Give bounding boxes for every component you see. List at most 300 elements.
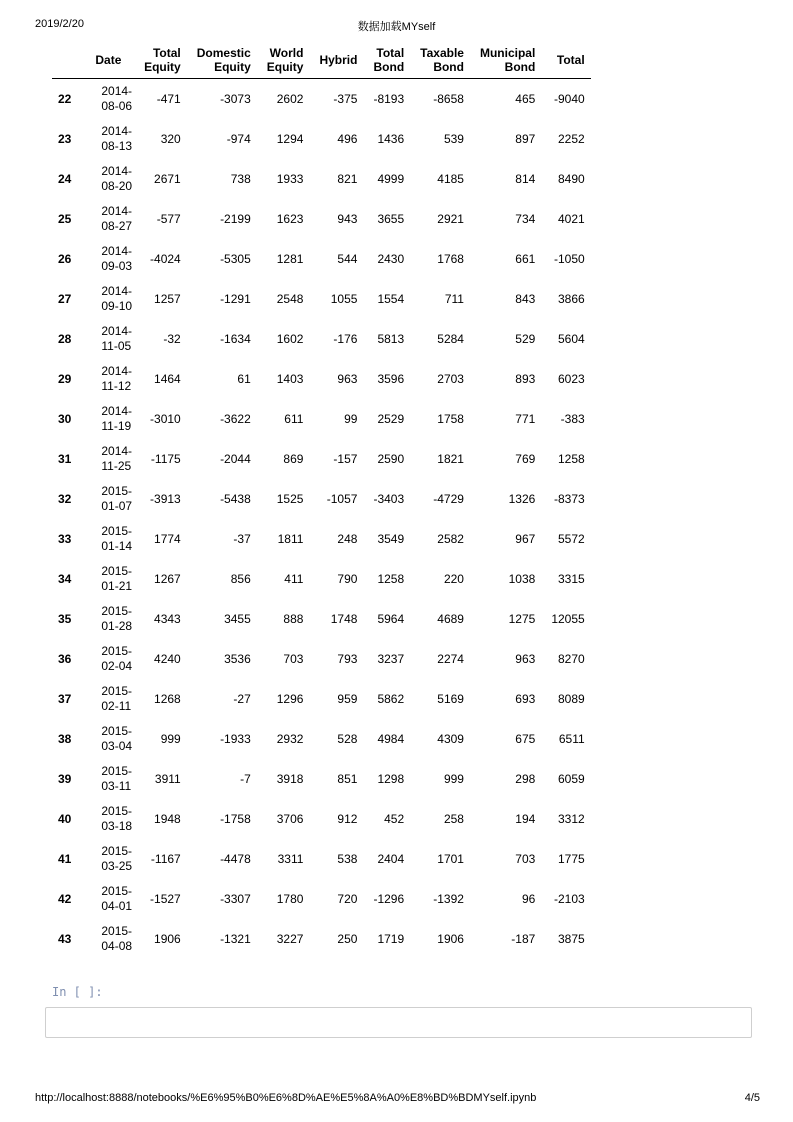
date-year: 2015- xyxy=(101,524,133,538)
value-cell: 897 xyxy=(515,131,536,146)
value-cell: 529 xyxy=(515,331,536,346)
table-row xyxy=(52,119,591,159)
column-header-line1: Municipal xyxy=(479,46,536,60)
date-year: 2014- xyxy=(101,164,133,178)
column-header-line2: Bond xyxy=(373,60,405,74)
value-cell: 2602 xyxy=(276,91,304,106)
table-row xyxy=(52,599,591,639)
value-cell: 4021 xyxy=(557,211,585,226)
index-header xyxy=(52,42,87,79)
value-cell: 5169 xyxy=(437,691,464,706)
row-index: 29 xyxy=(58,371,72,386)
value-cell: 790 xyxy=(337,571,358,586)
date-year: 2014- xyxy=(101,84,133,98)
value-cell: -37 xyxy=(233,531,251,546)
table-row xyxy=(52,399,591,439)
date-year: 2014- xyxy=(101,364,133,378)
value-cell: -5438 xyxy=(220,491,251,506)
value-cell: -27 xyxy=(233,691,251,706)
column-header-line2: Bond xyxy=(433,60,464,74)
value-cell: -2103 xyxy=(553,891,585,906)
date-cell xyxy=(87,119,136,159)
row-index: 38 xyxy=(58,731,72,746)
notebook-title: 数据加载MYself xyxy=(357,21,436,33)
value-cell: -471 xyxy=(156,91,181,106)
value-cell: -187 xyxy=(511,931,536,946)
column-header-line2: Hybrid xyxy=(319,53,358,67)
date-year: 2015- xyxy=(101,644,133,658)
value-cell: 3536 xyxy=(224,651,251,666)
value-cell: 465 xyxy=(515,91,536,106)
value-cell: 4999 xyxy=(377,171,405,186)
value-cell: 2430 xyxy=(377,251,405,266)
value-cell: 661 xyxy=(515,251,536,266)
date-cell xyxy=(87,879,136,919)
value-cell: 1296 xyxy=(276,691,304,706)
column-header xyxy=(259,42,312,79)
value-cell: -8193 xyxy=(373,91,405,106)
value-cell: 4343 xyxy=(154,611,181,626)
date-year: 2014- xyxy=(101,444,133,458)
value-cell: -9040 xyxy=(553,91,585,106)
value-cell: 967 xyxy=(515,531,536,546)
value-cell: -3073 xyxy=(220,91,251,106)
date-year: 2015- xyxy=(101,884,133,898)
row-index: 25 xyxy=(58,211,72,226)
value-cell: 1768 xyxy=(437,251,464,266)
row-index: 31 xyxy=(58,451,72,466)
row-index: 22 xyxy=(58,91,72,106)
table-row xyxy=(52,839,591,879)
value-cell: 528 xyxy=(337,731,358,746)
value-cell: 1821 xyxy=(437,451,464,466)
value-cell: 1268 xyxy=(154,691,181,706)
date-month-day: 02-04 xyxy=(101,659,133,673)
value-cell: 1811 xyxy=(277,531,304,546)
row-index: 42 xyxy=(58,891,72,906)
row-index: 27 xyxy=(58,291,72,306)
row-index: 36 xyxy=(58,651,72,666)
table-row xyxy=(52,79,591,120)
row-index: 26 xyxy=(58,251,72,266)
value-cell: 2932 xyxy=(276,731,304,746)
date-month-day: 04-01 xyxy=(101,899,133,913)
value-cell: 5813 xyxy=(377,331,405,346)
date-year: 2014- xyxy=(101,284,133,298)
date-year: 2014- xyxy=(101,244,133,258)
column-header-line1: Total xyxy=(376,46,405,60)
value-cell: 5964 xyxy=(377,611,405,626)
value-cell: 1281 xyxy=(276,251,304,266)
date-month-day: 09-10 xyxy=(101,299,133,313)
value-cell: 538 xyxy=(337,851,358,866)
date-month-day: 01-28 xyxy=(101,619,133,633)
row-index: 43 xyxy=(58,931,72,946)
value-cell: 5862 xyxy=(377,691,405,706)
value-cell: -4478 xyxy=(220,851,251,866)
value-cell: -157 xyxy=(333,451,358,466)
value-cell: 1906 xyxy=(154,931,181,946)
value-cell: -1050 xyxy=(553,251,585,266)
date-cell xyxy=(87,319,136,359)
value-cell: -3622 xyxy=(220,411,251,426)
value-cell: 720 xyxy=(337,891,358,906)
row-index: 40 xyxy=(58,811,72,826)
value-cell: -1527 xyxy=(150,891,181,906)
value-cell: -7 xyxy=(240,771,251,786)
date-month-day: 01-14 xyxy=(101,539,133,553)
value-cell: 2582 xyxy=(437,531,464,546)
date-cell xyxy=(87,79,136,120)
row-index: 32 xyxy=(58,491,72,506)
column-header-line2: Total xyxy=(556,53,585,67)
value-cell: 1055 xyxy=(330,291,358,306)
value-cell: 248 xyxy=(337,531,358,546)
value-cell: 496 xyxy=(337,131,358,146)
value-cell: 711 xyxy=(444,291,464,306)
row-index: 37 xyxy=(58,691,72,706)
value-cell: 4309 xyxy=(437,731,464,746)
date-year: 2015- xyxy=(101,724,133,738)
date-cell xyxy=(87,639,136,679)
value-cell: -3403 xyxy=(373,491,405,506)
value-cell: 8490 xyxy=(557,171,585,186)
value-cell: 963 xyxy=(515,651,536,666)
value-cell: 675 xyxy=(515,731,536,746)
table-row xyxy=(52,479,591,519)
row-index: 33 xyxy=(58,531,72,546)
date-month-day: 04-08 xyxy=(101,939,133,953)
print-date: 2019/2/20 xyxy=(35,18,84,30)
value-cell: 611 xyxy=(284,411,304,426)
row-index: 24 xyxy=(58,171,72,186)
value-cell: -2199 xyxy=(220,211,251,226)
value-cell: 544 xyxy=(337,251,358,266)
column-header xyxy=(365,42,412,79)
value-cell: 2252 xyxy=(557,131,585,146)
date-year: 2014- xyxy=(101,124,133,138)
value-cell: 1326 xyxy=(508,491,536,506)
date-year: 2015- xyxy=(101,764,133,778)
value-cell: -4024 xyxy=(150,251,181,266)
value-cell: 959 xyxy=(337,691,358,706)
value-cell: 3911 xyxy=(154,771,181,786)
value-cell: -3307 xyxy=(220,891,251,906)
value-cell: 1258 xyxy=(377,571,405,586)
column-header-line2: Equity xyxy=(144,60,181,74)
value-cell: 3866 xyxy=(557,291,585,306)
value-cell: -974 xyxy=(226,131,251,146)
value-cell: -1296 xyxy=(373,891,405,906)
page-number: 4/5 xyxy=(744,1092,760,1104)
value-cell: 1436 xyxy=(377,131,405,146)
value-cell: 411 xyxy=(284,571,304,586)
value-cell: 5604 xyxy=(557,331,585,346)
date-month-day: 08-20 xyxy=(101,179,133,193)
column-header-line2: Date xyxy=(95,53,122,67)
value-cell: 963 xyxy=(337,371,358,386)
value-cell: 539 xyxy=(443,131,464,146)
value-cell: 8089 xyxy=(557,691,585,706)
column-header-line1: Total xyxy=(152,46,181,60)
value-cell: -4729 xyxy=(433,491,464,506)
table-row xyxy=(52,679,591,719)
value-cell: -1933 xyxy=(220,731,251,746)
dataframe-table xyxy=(52,42,591,959)
date-year: 2015- xyxy=(101,924,133,938)
value-cell: 320 xyxy=(160,131,181,146)
value-cell: 703 xyxy=(515,851,536,866)
date-month-day: 08-13 xyxy=(101,139,133,153)
date-month-day: 08-06 xyxy=(101,99,133,113)
value-cell: 888 xyxy=(283,611,304,626)
table-row xyxy=(52,879,591,919)
value-cell: 912 xyxy=(337,811,358,826)
date-cell xyxy=(87,279,136,319)
value-cell: 1464 xyxy=(154,371,181,386)
value-cell: 843 xyxy=(515,291,536,306)
date-cell xyxy=(87,479,136,519)
date-cell xyxy=(87,679,136,719)
value-cell: -1634 xyxy=(220,331,251,346)
value-cell: 3706 xyxy=(276,811,304,826)
table-row xyxy=(52,719,591,759)
column-header xyxy=(136,42,189,79)
value-cell: 1602 xyxy=(276,331,304,346)
value-cell: 1774 xyxy=(154,531,181,546)
value-cell: 1267 xyxy=(154,571,181,586)
value-cell: 999 xyxy=(160,731,181,746)
value-cell: 1775 xyxy=(557,851,585,866)
date-year: 2014- xyxy=(101,404,133,418)
value-cell: 856 xyxy=(230,571,251,586)
date-month-day: 03-11 xyxy=(101,779,132,793)
date-cell xyxy=(87,559,136,599)
row-index: 41 xyxy=(58,851,72,866)
date-cell xyxy=(87,359,136,399)
value-cell: 703 xyxy=(283,651,304,666)
value-cell: 1554 xyxy=(377,291,405,306)
date-month-day: 09-03 xyxy=(101,259,133,273)
table-row xyxy=(52,439,591,479)
column-header-line1: Taxable xyxy=(420,46,464,60)
date-cell xyxy=(87,199,136,239)
value-cell: 1719 xyxy=(377,931,405,946)
value-cell: 851 xyxy=(337,771,358,786)
table-row xyxy=(52,279,591,319)
date-year: 2015- xyxy=(101,844,133,858)
value-cell: 1623 xyxy=(276,211,304,226)
value-cell: -8373 xyxy=(553,491,585,506)
date-month-day: 02-11 xyxy=(101,699,132,713)
value-cell: -1291 xyxy=(220,291,251,306)
date-month-day: 01-07 xyxy=(101,499,133,513)
date-month-day: 11-12 xyxy=(101,379,132,393)
table-header xyxy=(52,42,591,79)
table-header-row xyxy=(52,42,591,79)
date-cell xyxy=(87,239,136,279)
value-cell: 2921 xyxy=(437,211,464,226)
date-cell xyxy=(87,799,136,839)
value-cell: 1948 xyxy=(154,811,181,826)
value-cell: 893 xyxy=(515,371,536,386)
column-header-line2: Equity xyxy=(214,60,251,74)
column-header-line1: Domestic xyxy=(196,46,251,60)
value-cell: 1298 xyxy=(377,771,405,786)
value-cell: 4185 xyxy=(437,171,464,186)
value-cell: 1403 xyxy=(276,371,304,386)
value-cell: 6511 xyxy=(558,731,585,746)
value-cell: 6023 xyxy=(557,371,585,386)
table-row xyxy=(52,919,591,959)
table-row xyxy=(52,799,591,839)
column-header-line1: World xyxy=(269,46,304,60)
value-cell: 1701 xyxy=(437,851,464,866)
value-cell: -1321 xyxy=(220,931,251,946)
value-cell: 2404 xyxy=(377,851,405,866)
value-cell: 814 xyxy=(515,171,536,186)
value-cell: 452 xyxy=(384,811,405,826)
value-cell: -176 xyxy=(333,331,358,346)
value-cell: 3237 xyxy=(377,651,405,666)
table-row xyxy=(52,199,591,239)
row-index: 39 xyxy=(58,771,72,786)
row-index: 34 xyxy=(58,571,72,586)
value-cell: -8658 xyxy=(433,91,464,106)
value-cell: -1175 xyxy=(150,451,181,466)
value-cell: -1392 xyxy=(433,891,464,906)
value-cell: -3913 xyxy=(150,491,181,506)
date-year: 2014- xyxy=(101,324,133,338)
value-cell: 769 xyxy=(515,451,536,466)
table-body xyxy=(52,79,591,960)
value-cell: 943 xyxy=(337,211,358,226)
value-cell: 258 xyxy=(443,811,464,826)
value-cell: 999 xyxy=(443,771,464,786)
table-row xyxy=(52,359,591,399)
column-header xyxy=(412,42,472,79)
table-row xyxy=(52,319,591,359)
date-month-day: 03-18 xyxy=(101,819,133,833)
column-header xyxy=(472,42,543,79)
value-cell: 3918 xyxy=(276,771,304,786)
footer-url: http://localhost:8888/notebooks/%E6%95%B0%E6%8D%AE%E5%8A%A0%E8%BD%BDMYself.ipynb xyxy=(35,1092,537,1104)
value-cell: 5572 xyxy=(557,531,585,546)
row-index: 28 xyxy=(58,331,72,346)
date-month-day: 03-25 xyxy=(101,859,133,873)
value-cell: 693 xyxy=(515,691,536,706)
value-cell: 2529 xyxy=(377,411,405,426)
table-row xyxy=(52,639,591,679)
date-year: 2015- xyxy=(101,484,133,498)
value-cell: 1780 xyxy=(276,891,304,906)
value-cell: 738 xyxy=(230,171,251,186)
row-index: 30 xyxy=(58,411,72,426)
value-cell: 3312 xyxy=(557,811,585,826)
column-header xyxy=(543,42,590,79)
value-cell: 6059 xyxy=(557,771,585,786)
value-cell: 869 xyxy=(283,451,304,466)
value-cell: 12055 xyxy=(551,611,585,626)
date-month-day: 11-19 xyxy=(101,419,132,433)
value-cell: 2274 xyxy=(437,651,464,666)
value-cell: 1257 xyxy=(154,291,181,306)
value-cell: 1525 xyxy=(276,491,304,506)
value-cell: 734 xyxy=(515,211,536,226)
date-year: 2015- xyxy=(101,684,133,698)
value-cell: 3655 xyxy=(377,211,405,226)
date-cell xyxy=(87,839,136,879)
table-row xyxy=(52,239,591,279)
date-cell xyxy=(87,719,136,759)
date-month-day: 01-21 xyxy=(101,579,133,593)
value-cell: 821 xyxy=(337,171,358,186)
value-cell: 1906 xyxy=(437,931,464,946)
value-cell: 3311 xyxy=(277,851,304,866)
column-header-line2: Equity xyxy=(266,60,304,74)
value-cell: -2044 xyxy=(220,451,251,466)
value-cell: 1758 xyxy=(437,411,464,426)
value-cell: 1038 xyxy=(508,571,536,586)
row-index: 35 xyxy=(58,611,72,626)
value-cell: 4984 xyxy=(377,731,405,746)
date-month-day: 11-05 xyxy=(101,339,132,353)
input-prompt: In [ ]: xyxy=(52,985,103,999)
value-cell: -1057 xyxy=(326,491,358,506)
value-cell: 3596 xyxy=(377,371,405,386)
date-year: 2015- xyxy=(101,564,133,578)
value-cell: 99 xyxy=(344,411,358,426)
value-cell: -1758 xyxy=(220,811,251,826)
value-cell: 1294 xyxy=(276,131,304,146)
value-cell: 793 xyxy=(337,651,358,666)
value-cell: -32 xyxy=(163,331,181,346)
value-cell: 3315 xyxy=(557,571,585,586)
table-row xyxy=(52,759,591,799)
value-cell: 8270 xyxy=(557,651,585,666)
column-header xyxy=(189,42,259,79)
date-cell xyxy=(87,759,136,799)
value-cell: 3549 xyxy=(377,531,405,546)
value-cell: 220 xyxy=(443,571,464,586)
value-cell: 1275 xyxy=(508,611,536,626)
table-row xyxy=(52,559,591,599)
value-cell: -577 xyxy=(156,211,181,226)
value-cell: 1258 xyxy=(557,451,585,466)
value-cell: 194 xyxy=(515,811,536,826)
date-year: 2014- xyxy=(101,204,133,218)
table-row xyxy=(52,159,591,199)
value-cell: 2671 xyxy=(154,171,181,186)
value-cell: 3875 xyxy=(557,931,585,946)
column-header-line2: Bond xyxy=(504,60,536,74)
value-cell: 4689 xyxy=(437,611,464,626)
date-cell xyxy=(87,439,136,479)
column-header xyxy=(87,42,136,79)
value-cell: -1167 xyxy=(150,851,181,866)
value-cell: 250 xyxy=(337,931,358,946)
date-month-day: 08-27 xyxy=(101,219,133,233)
date-month-day: 03-04 xyxy=(101,739,133,753)
value-cell: 1748 xyxy=(330,611,358,626)
value-cell: -5305 xyxy=(220,251,251,266)
value-cell: 5284 xyxy=(437,331,464,346)
value-cell: 3455 xyxy=(224,611,251,626)
value-cell: -383 xyxy=(560,411,585,426)
code-cell-input[interactable] xyxy=(45,1007,752,1038)
value-cell: 2590 xyxy=(377,451,405,466)
date-year: 2015- xyxy=(101,804,133,818)
